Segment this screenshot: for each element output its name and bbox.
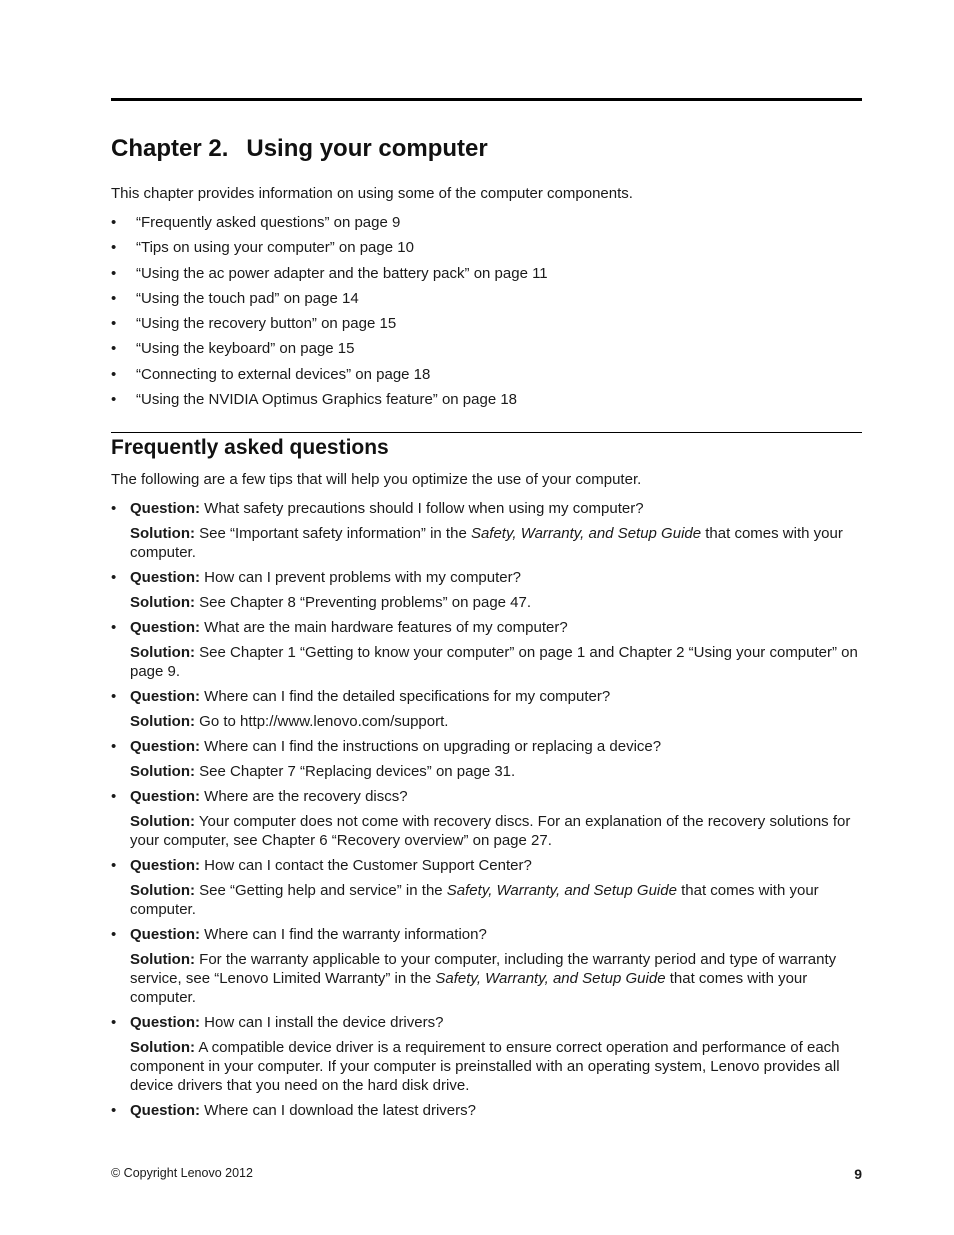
bullet-icon: • xyxy=(111,688,117,705)
bullet-icon: • xyxy=(111,619,117,636)
bullet-icon: • xyxy=(111,365,117,383)
question-text: How can I prevent problems with my computer? xyxy=(204,569,521,586)
toc-link[interactable]: “Connecting to external devices” on page 18 xyxy=(136,365,431,383)
bullet-icon: • xyxy=(111,500,117,517)
solution-text: Go to http://www.lenovo.com/support. xyxy=(199,713,449,730)
question-label: Question: xyxy=(130,569,200,586)
faq-question xyxy=(130,568,862,587)
toc-link[interactable]: “Using the ac power adapter and the battery pack” on page 11 xyxy=(136,264,548,282)
toc-item[interactable] xyxy=(111,289,862,314)
faq-solution xyxy=(130,812,862,850)
bullet-icon: • xyxy=(111,289,117,307)
question-label: Question: xyxy=(130,1102,200,1119)
question-text: Where can I find the detailed specifications for my computer? xyxy=(204,688,611,705)
toc-item[interactable] xyxy=(111,213,862,238)
bullet-icon: • xyxy=(111,857,117,874)
faq-item xyxy=(111,787,862,850)
question-label: Question: xyxy=(130,738,200,755)
question-label: Question: xyxy=(130,1014,200,1031)
bullet-icon: • xyxy=(111,239,117,257)
faq-solution xyxy=(130,950,862,1007)
section-rule xyxy=(111,432,862,433)
page-number: 9 xyxy=(854,1166,862,1182)
solution-text: See Chapter 8 “Preventing problems” on page 47. xyxy=(199,594,532,611)
solution-label: Solution: xyxy=(130,763,195,780)
solution-text: For the warranty applicable to your computer, including the warranty period and type of warranty service, see “Lenovo Limited Warranty” in the xyxy=(130,951,837,987)
faq-item xyxy=(111,856,862,919)
question-label: Question: xyxy=(130,500,200,517)
faq-solution xyxy=(130,524,862,562)
chapter-name: Using your computer xyxy=(246,135,488,162)
bullet-icon: • xyxy=(111,214,117,231)
toc-link[interactable]: “Using the touch pad” on page 14 xyxy=(136,289,359,307)
bullet-icon: • xyxy=(111,391,117,409)
toc-item[interactable] xyxy=(111,264,862,289)
toc-item[interactable] xyxy=(111,365,862,390)
footer-copyright: © Copyright Lenovo 2012 xyxy=(111,1166,253,1180)
guide-title: Safety, Warranty, and Setup Guide xyxy=(435,970,666,987)
solution-label: Solution: xyxy=(130,713,195,730)
question-label: Question: xyxy=(130,619,200,636)
solution-text: See Chapter 1 “Getting to know your computer” on page 1 and Chapter 2 “Using your computer” on page 9. xyxy=(130,644,858,680)
section-intro: The following are a few tips that will help you optimize the use of your computer. xyxy=(111,471,642,488)
toc-item[interactable] xyxy=(111,390,862,415)
toc-item[interactable] xyxy=(111,238,862,263)
bullet-icon: • xyxy=(111,340,117,358)
faq-question xyxy=(130,737,862,756)
chapter-toc-list xyxy=(111,213,862,415)
faq-item xyxy=(111,618,862,681)
chapter-number: Chapter 2. xyxy=(111,135,229,162)
solution-label: Solution: xyxy=(130,644,195,661)
solution-label: Solution: xyxy=(130,594,195,611)
question-text: What are the main hardware features of my computer? xyxy=(204,619,568,636)
faq-question xyxy=(130,1013,862,1032)
toc-link[interactable]: “Tips on using your computer” on page 10 xyxy=(136,239,414,257)
bullet-icon: • xyxy=(111,569,117,586)
faq-question xyxy=(130,925,862,944)
bullet-icon: • xyxy=(111,788,117,805)
chapter-title xyxy=(111,135,488,163)
faq-item xyxy=(111,687,862,731)
question-label: Question: xyxy=(130,688,200,705)
toc-link[interactable]: “Using the recovery button” on page 15 xyxy=(136,315,397,333)
faq-question xyxy=(130,1101,862,1120)
question-text: Where can I find the warranty information? xyxy=(204,926,487,943)
faq-item xyxy=(111,925,862,1007)
bullet-icon: • xyxy=(111,926,117,943)
solution-text-end: that comes with your computer. xyxy=(130,970,808,1006)
section-title: Frequently asked questions xyxy=(111,436,389,459)
faq-solution xyxy=(130,881,862,919)
solution-label: Solution: xyxy=(130,525,195,542)
toc-link[interactable]: “Using the NVIDIA Optimus Graphics feature” on page 18 xyxy=(136,391,518,409)
question-text: How can I contact the Customer Support Center? xyxy=(204,857,532,874)
bullet-icon: • xyxy=(111,315,117,333)
question-text: Where can I download the latest drivers? xyxy=(204,1102,476,1119)
toc-item[interactable] xyxy=(111,314,862,339)
question-text: Where can I find the instructions on upgrading or replacing a device? xyxy=(204,738,662,755)
faq-list xyxy=(111,499,862,1126)
guide-title: Safety, Warranty, and Setup Guide xyxy=(470,525,702,542)
bullet-icon: • xyxy=(111,1102,117,1119)
faq-question xyxy=(130,687,862,706)
question-text: Where are the recovery discs? xyxy=(204,788,408,805)
faq-question xyxy=(130,787,862,806)
solution-text: See “Important safety information” in the xyxy=(199,525,471,542)
chapter-intro: This chapter provides information on using some of the computer components. xyxy=(111,185,633,202)
solution-text: See Chapter 7 “Replacing devices” on page 31. xyxy=(199,763,516,780)
faq-item xyxy=(111,499,862,562)
solution-label: Solution: xyxy=(130,813,195,830)
faq-item xyxy=(111,568,862,612)
question-label: Question: xyxy=(130,857,200,874)
faq-item xyxy=(111,1101,862,1120)
faq-solution xyxy=(130,593,862,612)
solution-text: See “Getting help and service” in the xyxy=(199,882,447,899)
solution-text-end: that comes with your computer. xyxy=(130,525,843,561)
question-label: Question: xyxy=(130,788,200,805)
toc-link[interactable]: “Using the keyboard” on page 15 xyxy=(136,340,355,358)
question-label: Question: xyxy=(130,926,200,943)
faq-item xyxy=(111,1013,862,1095)
bullet-icon: • xyxy=(111,264,117,282)
faq-solution xyxy=(130,762,862,781)
toc-link[interactable]: “Frequently asked questions” on page 9 xyxy=(136,214,401,231)
faq-item xyxy=(111,737,862,781)
bullet-icon: • xyxy=(111,738,117,755)
faq-solution xyxy=(130,1038,862,1095)
solution-text: A compatible device driver is a requirement to ensure correct operation and performance of each component in your computer. If your computer is preinstalled with an operating system, Lenovo provides all device drivers that you need on the hard disk drive. xyxy=(130,1039,840,1094)
faq-solution xyxy=(130,712,862,731)
faq-solution xyxy=(130,643,862,681)
solution-label: Solution: xyxy=(130,951,195,968)
solution-label: Solution: xyxy=(130,882,195,899)
top-rule xyxy=(111,98,862,101)
question-text: What safety precautions should I follow when using my computer? xyxy=(204,500,644,517)
bullet-icon: • xyxy=(111,1014,117,1031)
faq-question xyxy=(130,499,862,518)
solution-label: Solution: xyxy=(130,1039,195,1056)
question-text: How can I install the device drivers? xyxy=(204,1014,444,1031)
toc-item[interactable] xyxy=(111,339,862,364)
solution-text-end: that comes with your computer. xyxy=(130,882,819,918)
faq-question xyxy=(130,618,862,637)
faq-question xyxy=(130,856,862,875)
guide-title: Safety, Warranty, and Setup Guide xyxy=(446,882,677,899)
solution-text: Your computer does not come with recovery discs. For an explanation of the recovery solutions for your computer, see Chapter 6 “Recovery overview” on page 27. xyxy=(130,813,851,849)
